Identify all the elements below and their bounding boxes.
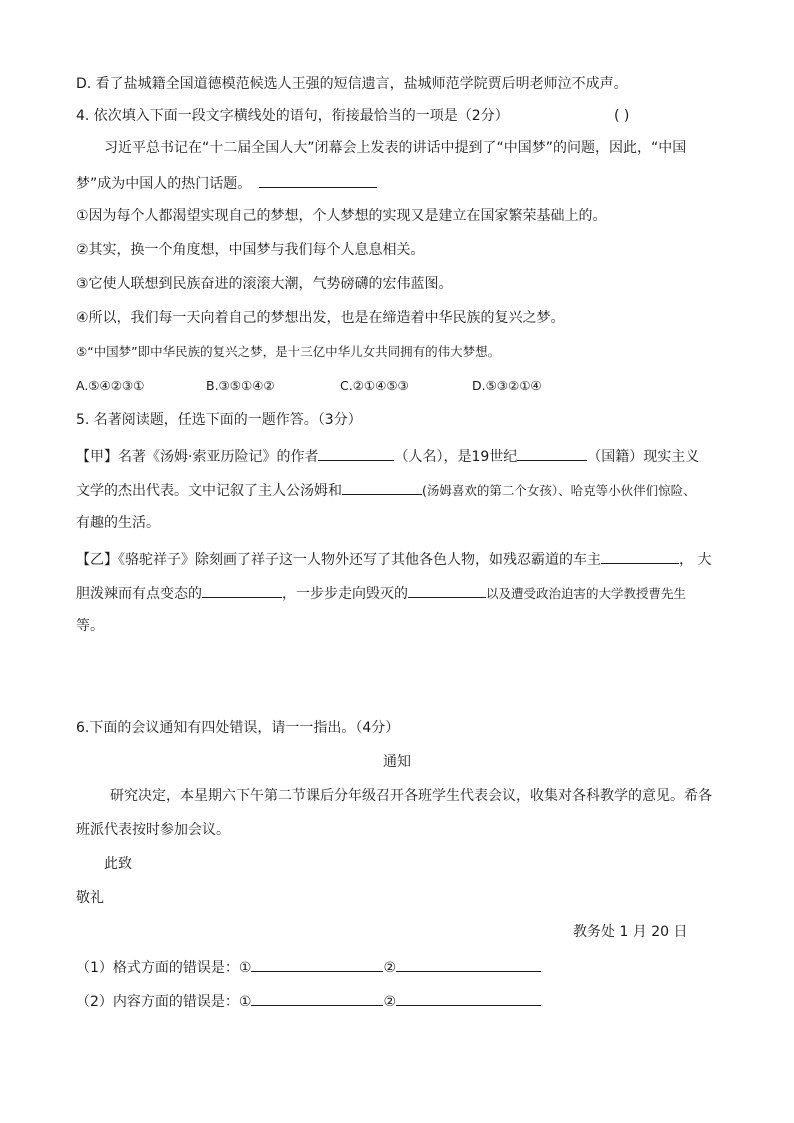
q4-choice-d[interactable]: D.⑤③②①④ — [472, 378, 542, 393]
q6-answer-content — [76, 990, 541, 1012]
q4-choice-b[interactable]: B.③⑤①④② — [206, 378, 275, 393]
q4-passage-text: 梦”成为中国人的热门话题。 — [76, 176, 252, 192]
q6-format-mark-2: ② — [383, 960, 397, 976]
q5-character-blank-1[interactable] — [202, 582, 282, 598]
q5-yi-line2-b: ，一步步走向毁灭的 — [282, 586, 408, 602]
notice-title: 通知 — [383, 754, 411, 770]
q5-jia-line2-b: (汤姆喜欢的第二个女孩）、哈克等小伙伴们惊险、 — [422, 483, 696, 498]
q6-content-blank-2[interactable] — [396, 990, 541, 1006]
notice-signature: 教务处 1 月 20 日 — [573, 924, 688, 940]
q6-content-mark-2: ② — [383, 994, 397, 1010]
q5-jia-name-hint: （人名），是19世纪 — [394, 449, 518, 465]
q5-girl-blank[interactable] — [342, 479, 422, 495]
q5-yi-line3: 等。 — [76, 618, 104, 634]
q6-format-blank-1[interactable] — [251, 956, 383, 972]
q5-yi-line1-a: 【乙】《骆驼祥子》除刻画了祥子这一人物外还写了其他各色人物，如残忍霸道的车主 — [76, 552, 601, 568]
q4-answer-paren: ( ) — [614, 108, 630, 124]
q4-passage-line2 — [76, 172, 377, 194]
q4-sentence-3: ③它使人联想到民族奋进的滚滚大潮，气势磅礴的宏伟蓝图。 — [76, 276, 453, 292]
q4-sentence-4: ④所以，我们每一天向着自己的梦想出发，也是在缔造着中华民族的复兴之梦。 — [76, 310, 565, 326]
q5-yi-line2 — [76, 582, 686, 604]
q5-yi-line2-a: 胆泼辣而有点变态的 — [76, 586, 202, 602]
q6-answer-content-label: （2）内容方面的错误是：① — [76, 994, 252, 1010]
q5-yi-line1 — [76, 548, 711, 570]
notice-closing-2: 敬礼 — [76, 890, 104, 906]
notice-closing-1: 此致 — [104, 856, 132, 872]
q4-passage-line1: 习近平总书记在“十二届全国人大”闭幕会上发表的讲话中提到了“中国梦”的问题，因此，“中国 — [104, 140, 687, 156]
q4-sentence-2: ②其实，换一个角度想，中国梦与我们每个人息息相关。 — [76, 242, 425, 258]
q5-character-blank-2[interactable] — [408, 582, 486, 598]
q5-owner-blank[interactable] — [601, 548, 679, 564]
q5-nationality-blank[interactable] — [517, 445, 587, 461]
q4-sentence-5: ⑤“中国梦”即中华民族的复兴之梦，是十三亿中华儿女共同拥有的伟大梦想。 — [76, 344, 501, 359]
q5-jia-line1 — [76, 445, 699, 467]
notice-body-line2: 班派代表按时参加会议。 — [76, 822, 230, 838]
q5-jia-line3: 有趣的生活。 — [76, 515, 160, 531]
q4-fill-blank[interactable] — [259, 172, 377, 188]
q5-jia-line2 — [76, 479, 696, 501]
q5-jia-prefix: 【甲】名著《汤姆·索亚历险记》的作者 — [76, 449, 319, 465]
q6-format-blank-2[interactable] — [396, 956, 541, 972]
q5-jia-line2-a: 文学的杰出代表。文中记叙了主人公汤姆和 — [76, 483, 342, 499]
q4-sentence-1: ①因为每个人都渴望实现自己的梦想，个人梦想的实现又是建立在国家繁荣基础上的。 — [76, 208, 607, 224]
notice-body-line1: 研究决定，本星期六下午第二节课后分年级召开各班学生代表会议，收集对各科教学的意见。希各 — [110, 788, 712, 804]
q4-stem-text: 4. 依次填入下面一段文字横线处的语句，衔接最恰当的一项是（2分） — [76, 108, 509, 124]
q6-answer-format-label: （1）格式方面的错误是：① — [76, 960, 252, 976]
q4-stem — [76, 106, 509, 126]
q6-content-blank-1[interactable] — [251, 990, 383, 1006]
q5-author-blank[interactable] — [318, 445, 394, 461]
q5-yi-line2-c: 以及遭受政治迫害的大学教授曹先生 — [486, 586, 687, 601]
q6-stem: 6.下面的会议通知有四处错误，请一一指出。（4分） — [76, 720, 400, 736]
q4-choice-c[interactable]: C.②①④⑤③ — [340, 378, 409, 393]
q5-yi-line1-b: ， 大 — [679, 552, 712, 568]
q4-choice-a[interactable]: A.⑤④②③① — [76, 378, 145, 393]
q5-jia-nationality-hint: （国籍）现实主义 — [587, 449, 700, 465]
q6-answer-format — [76, 956, 541, 978]
q3-option-d: D. 看了盐城籍全国道德模范候选人王强的短信遗言，盐城师范学院贾后明老师泣不成声。 — [76, 76, 628, 92]
q5-stem: 5. 名著阅读题，任选下面的一题作答。（3分） — [76, 412, 362, 428]
